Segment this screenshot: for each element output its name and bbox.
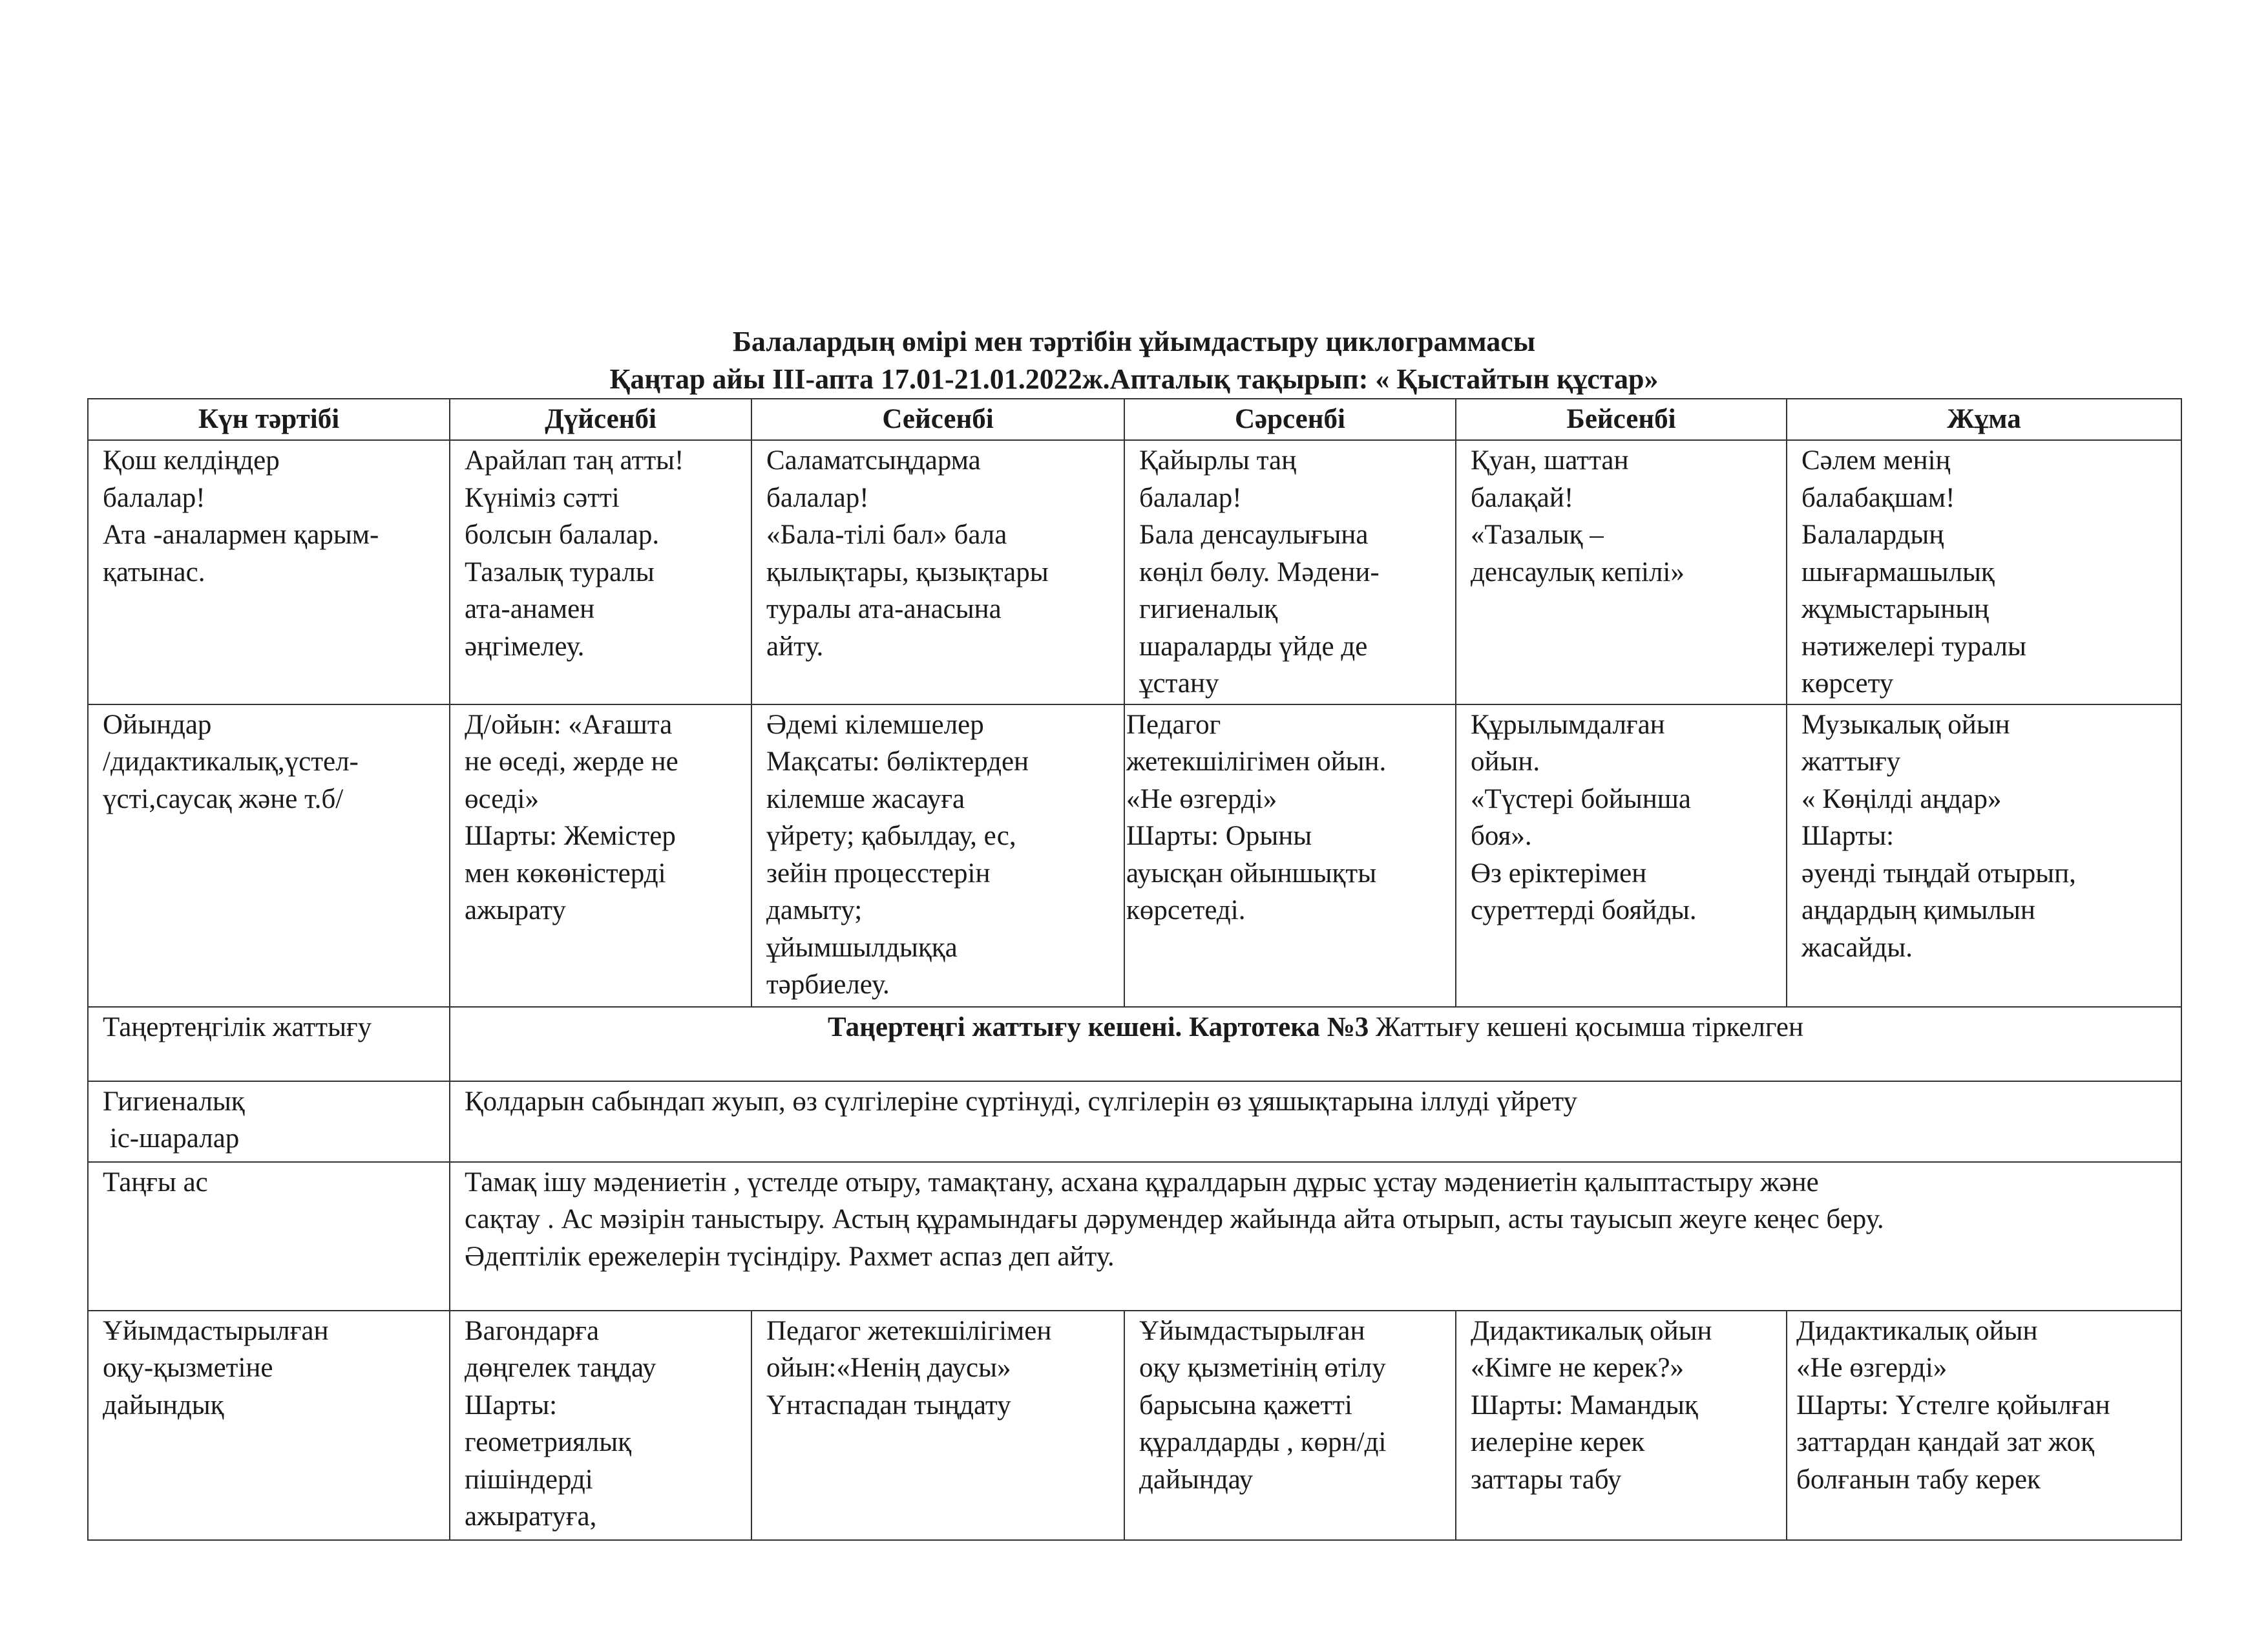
cell-preparation-friday [1787,1311,2181,1540]
cell-text-line: құралдарды , көрн/ді [1139,1427,1387,1457]
cell-text-line: оқу-қызметіне [103,1353,273,1383]
cell-text-line: ауысқан ойыншықты [1126,858,1377,889]
cell-text-line: Ата -аналармен қарым- [103,520,379,550]
cell-text-line: балабақшам! [1801,482,1955,513]
cell-text-line: Балалардың [1801,520,1944,550]
cell-text-line: Тамақ ішу мәдениетін , үстелде отыру, тамақтану, асхана құралдарын дұрыс ұстау мәдениетін қалыптастыру және [465,1167,1819,1198]
cell-text-line: оқу қызметінің өтілу [1139,1353,1386,1383]
cell-text-line: «Тазалық – [1471,520,1604,550]
document-subtitle: Қаңтар айы ІІІ-апта 17.01-21.01.2022ж.Апталық тақырып: « Қыстайтын құстар» [609,363,1659,395]
cell-text-line: іс-шаралар [103,1123,240,1154]
cell-text-line: шығармашылық [1801,556,1995,587]
cell-text-line: боя». [1471,821,1532,851]
cell-text-line: тәрбиелеу. [766,969,890,1000]
column-header-friday: Жұма [1787,399,2181,440]
cell-text-line: Дидактикалық ойын [1796,1315,2038,1346]
cell-preparation-wednesday [1124,1311,1456,1540]
cell-greeting-friday [1787,440,2181,704]
cell-text-line: Шарты: Орыны [1126,821,1312,851]
cell-morning-exercise [450,1007,2181,1081]
cell-games-tuesday [751,704,1124,1007]
cell-text-line: заттардан қандай зат жоқ [1796,1427,2095,1457]
cell-text-line: жаттығу [1801,746,1901,777]
cell-text-line: «Не өзгерді» [1126,783,1277,814]
cell-text-line: ұйымшылдыққа [766,932,958,963]
cell-greeting-tuesday [751,440,1124,704]
cell-text-line: Саламатсыңдарма [766,445,981,476]
cell-text-line: айту. [766,631,824,662]
cell-text-line: Ұйымдастырылған [103,1315,329,1346]
cell-games-thursday [1456,704,1787,1007]
column-header-wednesday: Сәрсенбі [1124,399,1456,440]
cell-text-line: балалар! [103,482,205,513]
cell-text-line: балалар! [1139,482,1242,513]
cell-text-line: Сәлем менің [1801,445,1951,476]
column-header-schedule: Күн тәртібі [88,399,450,440]
cell-games-wednesday [1124,704,1456,1007]
cell-text-line: көрсетеді. [1126,895,1246,925]
cell-text-line: жұмыстарының [1801,594,1990,624]
cell-text-line: дамыту; [766,895,863,925]
cell-text-line: не өседі, жерде не [465,746,678,777]
cell-text-line: Шарты: Мамандық [1471,1389,1698,1421]
document-title-block [0,323,2268,398]
cell-text-line: дөңгелек таңдау [465,1353,656,1383]
cell-text-line: үйрету; қабылдау, ес, [766,821,1016,851]
cell-text-line: Қуан, шаттан [1471,445,1629,476]
cell-text-line: Ұйымдастырылған [1139,1315,1365,1346]
cell-text-line: шараларды үйде де [1139,631,1368,662]
cell-text-line: «Түстері бойынша [1471,783,1691,814]
cell-text-line: заттары табу [1471,1464,1622,1495]
cell-text-line: әуенді тыңдай отырып, [1801,858,2076,889]
cell-text-line: Дидактикалық ойын [1471,1315,1712,1346]
cell-text-line: туралы ата-анасына [766,594,1002,624]
column-header-thursday: Бейсенбі [1456,399,1787,440]
cell-text-line: нәтижелері туралы [1801,631,2026,662]
cell-text-line: Тазалық туралы [465,556,655,587]
cell-text-line: Құрылымдалған [1471,709,1665,740]
cell-text-line: Д/ойын: «Ағашта [465,709,673,740]
cell-text-line: Музыкалық ойын [1801,709,2010,740]
cell-text-line: жасайды. [1801,932,1913,963]
cell-text-line: Әдептілік ережелерін түсіндіру. Рахмет аспаз деп айту. [465,1241,1115,1272]
table-row [88,1162,2181,1311]
table-row [88,704,2181,1007]
cell-text-line: көрсету [1801,668,1894,699]
cell-text-line: Арайлап таң атты! [465,445,684,476]
cell-text-line: геометриялық [465,1427,631,1457]
cell-text-line: Үнтаспадан тыңдату [766,1389,1011,1421]
cell-breakfast [450,1162,2181,1311]
cell-text-line: «Не өзгерді» [1796,1353,1948,1383]
document-title: Балалардың өмірі мен тәртібін ұйымдастыру циклограммасы [732,326,1536,357]
cell-preparation-thursday [1456,1311,1787,1540]
cell-text-line: «Кімге не керек?» [1471,1353,1685,1383]
cell-text-line: Ойындар [103,709,212,740]
table-row [88,1311,2181,1540]
column-header-tuesday: Сейсенбі [751,399,1124,440]
cell-text-line: аңдардың қимылын [1801,895,2035,925]
exercise-complex-note: Жаттығу кешені қосымша тіркелген [1369,1011,1804,1042]
cell-text-line: кілемше жасауға [766,783,965,814]
cell-text-line: Шарты: [1801,821,1895,851]
cell-hygiene [450,1081,2181,1162]
cell-text-line: Бала денсаулығына [1139,520,1369,550]
cell-text-line: өседі» [465,783,539,814]
cell-text-line: дайындық [103,1389,224,1421]
cell-text-line: Гигиеналық [103,1086,245,1117]
cell-text-line: болсын балалар. [465,520,660,550]
cell-text-line: үсті,саусақ және т.б/ [103,783,344,814]
cell-text-line: болғанын табу керек [1796,1464,2041,1495]
cell-text-line: мен көкөністерді [465,858,666,889]
cell-text-line: Қош келдіңдер [103,445,280,476]
cell-games-friday [1787,704,2181,1007]
cell-text-line: ұстану [1139,668,1219,699]
cell-greeting-monday [450,440,751,704]
cell-text-line: Күніміз сәтті [465,482,620,513]
cell-text-line: Шарты: Жемістер [465,821,676,851]
table-header-row [88,399,2181,440]
cell-text-line: « Көңілді аңдар» [1801,783,2002,814]
row-label-preparation [88,1311,450,1540]
cell-text-line: Шарты: Үстелге қойылған [1796,1389,2110,1421]
row-label-morning-exercise [88,1007,450,1081]
cell-greeting-wednesday [1124,440,1456,704]
cell-text-line: денсаулық кепілі» [1471,556,1685,587]
cell-text-line: ойын. [1471,746,1540,777]
cell-text-line: гигиеналық [1139,594,1278,624]
cell-text-line: дайындау [1139,1464,1254,1495]
row-label-hygiene [88,1081,450,1162]
cell-text-line: қылықтары, қызықтары [766,556,1049,587]
cell-text-line: балақай! [1471,482,1574,513]
cell-text-line: сақтау . Ас мәзірін таныстыру. Астың құрамындағы дәрумендер жайында айта отырып, асты тауысып жеуге кеңес беру. [465,1204,1884,1234]
cell-text-line: ажырату [465,895,566,925]
cell-text-line: балалар! [766,482,869,513]
cell-text-line: Педагог жетекшілігімен [766,1315,1052,1346]
row-label-greeting [88,440,450,704]
cell-text-line: Таңертеңгілік жаттығу [103,1011,372,1042]
cell-preparation-tuesday [751,1311,1124,1540]
cell-text-line: Шарты: [465,1389,558,1421]
cell-text-line: көңіл бөлу. Мәдени- [1139,556,1380,587]
cell-text-line: барысына қажетті [1139,1389,1352,1421]
cell-text-line: Вагондарға [465,1315,600,1346]
cell-text-line: Таңғы ас [103,1167,208,1198]
cell-preparation-monday [450,1311,751,1540]
cell-text-line: суреттерді бояйды. [1471,895,1697,925]
row-label-breakfast [88,1162,450,1311]
cell-text-line: Педагог [1126,709,1221,740]
cell-text-line: ажыратуға, [465,1501,597,1532]
cell-text-line: зейін процесстерін [766,858,991,889]
cell-text-line: Мақсаты: бөліктерден [766,746,1029,777]
cell-text-line: «Бала-тілі бал» бала [766,520,1007,550]
cyclogram-table [87,398,2182,1541]
cell-text-line: Қайырлы таң [1139,445,1297,476]
cell-greeting-thursday [1456,440,1787,704]
cell-text-line: ойын:«Ненің даусы» [766,1353,1011,1383]
cell-text-line: /дидактикалық,үстел- [103,746,359,777]
table-row [88,1007,2181,1081]
cell-text-line: Өз еріктерімен [1471,858,1647,889]
cell-text-line: иелеріне керек [1471,1427,1645,1457]
row-label-games [88,704,450,1007]
cell-text-line: әңгімелеу. [465,631,585,662]
cell-text-line: қатынас. [103,556,205,587]
cell-text-line: Әдемі кілемшелер [766,709,984,740]
cell-text-line: Қолдарын сабындап жуып, өз сүлгілеріне сүртінуді, сүлгілерін өз ұяшықтарына іллуді үйрету [465,1086,1577,1117]
cell-games-monday [450,704,751,1007]
column-header-monday: Дүйсенбі [450,399,751,440]
cell-text-line: жетекшілігімен ойын. [1126,746,1387,777]
cell-text-line: пішіндерді [465,1464,593,1495]
table-row [88,440,2181,704]
exercise-complex-title: Таңертеңгі жаттығу кешені. Картотека №3 [827,1011,1369,1042]
table-row [88,1081,2181,1162]
cell-text-line: ата-анамен [465,594,595,624]
